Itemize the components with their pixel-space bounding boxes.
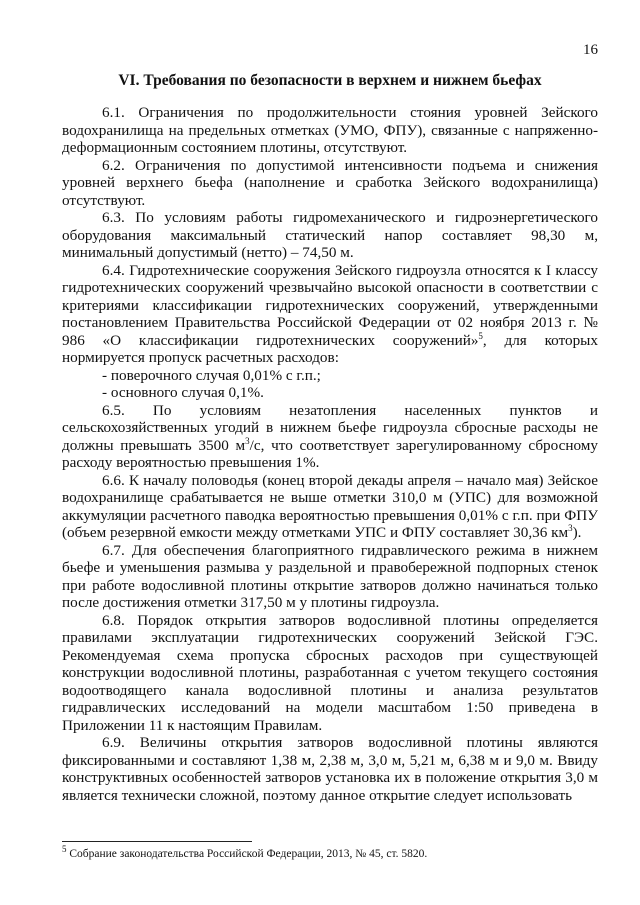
footnote-marker: 5 [62, 844, 67, 855]
paragraph-6-6-superscript: 3 [568, 522, 573, 533]
paragraph-6-4 [62, 262, 598, 367]
footnote [62, 844, 598, 861]
footnote-reference: 5 [478, 330, 483, 341]
paragraph-6-2: 6.2. Ограничения по допустимой интенсивности подъема и снижения уровней верхнего бьефа (наполнение и сработка Зейского водохранилища) отсутствуют. [62, 156, 598, 209]
paragraph-6-7: 6.7. Для обеспечения благоприятного гидравлического режима в нижнем бьефе и уменьшения размыва у раздельной и правобережной подпорных стенок при работе водосливной плотины открытие затворов должно начинаться только после достижения отметки 317,50 м у плотины гидроузла. [62, 541, 598, 611]
footnote-divider [62, 841, 252, 842]
paragraph-6-5-superscript: 3 [245, 435, 250, 446]
paragraph-6-6-part-a: 6.6. К началу половодья (конец второй декады апреля – начало мая) Зейское водохранилище срабатывается не выше отметки 310,0 м (УПС) для возможной аккумуляции расчетного паводка вероятностью превышения 0,01% с г.п. при ФПУ (объем резервной емкости между отметками УПС и ФПУ составляет 30,36 км [62, 471, 598, 541]
paragraph-6-5 [62, 402, 598, 472]
paragraph-6-4-text: 6.4. Гидротехнические сооружения Зейского гидроузла относятся к I классу гидротехнических сооружений чрезвычайно высокой опасности в соответствии с критериями классификации гидротехнических сооружений, утвержденными постановлением Правительства Российской Федерации от 02 ноября 2013 г. № 986 «О классификации гидротехнических сооружений» [62, 261, 598, 349]
paragraph-6-6 [62, 472, 598, 542]
paragraph-6-5-part-b: /с, что соответствует зарегулированному сбросному расходу вероятностью превышения 1%. [62, 436, 598, 471]
paragraph-6-5-part-a: 6.5. По условиям незатопления населенных пунктов и сельскохозяйственных угодий в нижнем бьефе гидроузла сбросные расходы не должны превышать 3500 м [62, 401, 598, 454]
list-item-verification-case: - поверочного случая 0,01% с г.п.; [102, 366, 321, 384]
section-heading: VI. Требования по безопасности в верхнем и нижнем бьефах [118, 72, 542, 89]
list-item-main-case: - основного случая 0,1%. [102, 384, 264, 401]
paragraph-6-3: 6.3. По условиям работы гидромеханического и гидроэнергетического оборудования максимальный статический напор составляет 98,30 м, минимальный допустимый (нетто) – 74,50 м. [62, 209, 598, 261]
paragraph-6-4-tail: , для которых нормируется пропуск расчетных расходов: [62, 331, 598, 366]
paragraph-6-8: 6.8. Порядок открытия затворов водосливной плотины определяется правилами эксплуатации гидротехнических сооружений Зейской ГЭС. Рекомендуемая схема пропуска сбросных расходов при существующей конструкции водосливной плотины, разработанная с учетом текущего состояния водоотводящего канала водосливной плотины и анализа результатов гидравлических исследований на модели масштабом 1:50 приведена в Приложении 11 к настоящим Правилам. [62, 611, 598, 734]
paragraph-6-1: 6.1. Ограничения по продолжительности стояния уровней Зейского водохранилища на предельных отметках (УМО, ФПУ), связанные с напряженно-деформационным состоянием плотины, отсутствуют. [62, 104, 598, 156]
footnote-text: Собрание законодательства Российской Федерации, 2013, № 45, ст. 5820. [66, 848, 428, 860]
paragraph-6-6-part-b: ). [572, 524, 582, 541]
document-body [62, 104, 598, 804]
page-number: 16 [583, 42, 598, 58]
paragraph-6-9: 6.9. Величины открытия затворов водосливной плотины являются фиксированными и составляют 1,38 м, 2,38 м, 3,0 м, 5,21 м, 6,38 м и 9,0 м. Ввиду конструктивных особенностей затворов установка их в положение открытия 3,0 м является технически сложной, поэтому данное открытие следует использовать [62, 734, 598, 804]
